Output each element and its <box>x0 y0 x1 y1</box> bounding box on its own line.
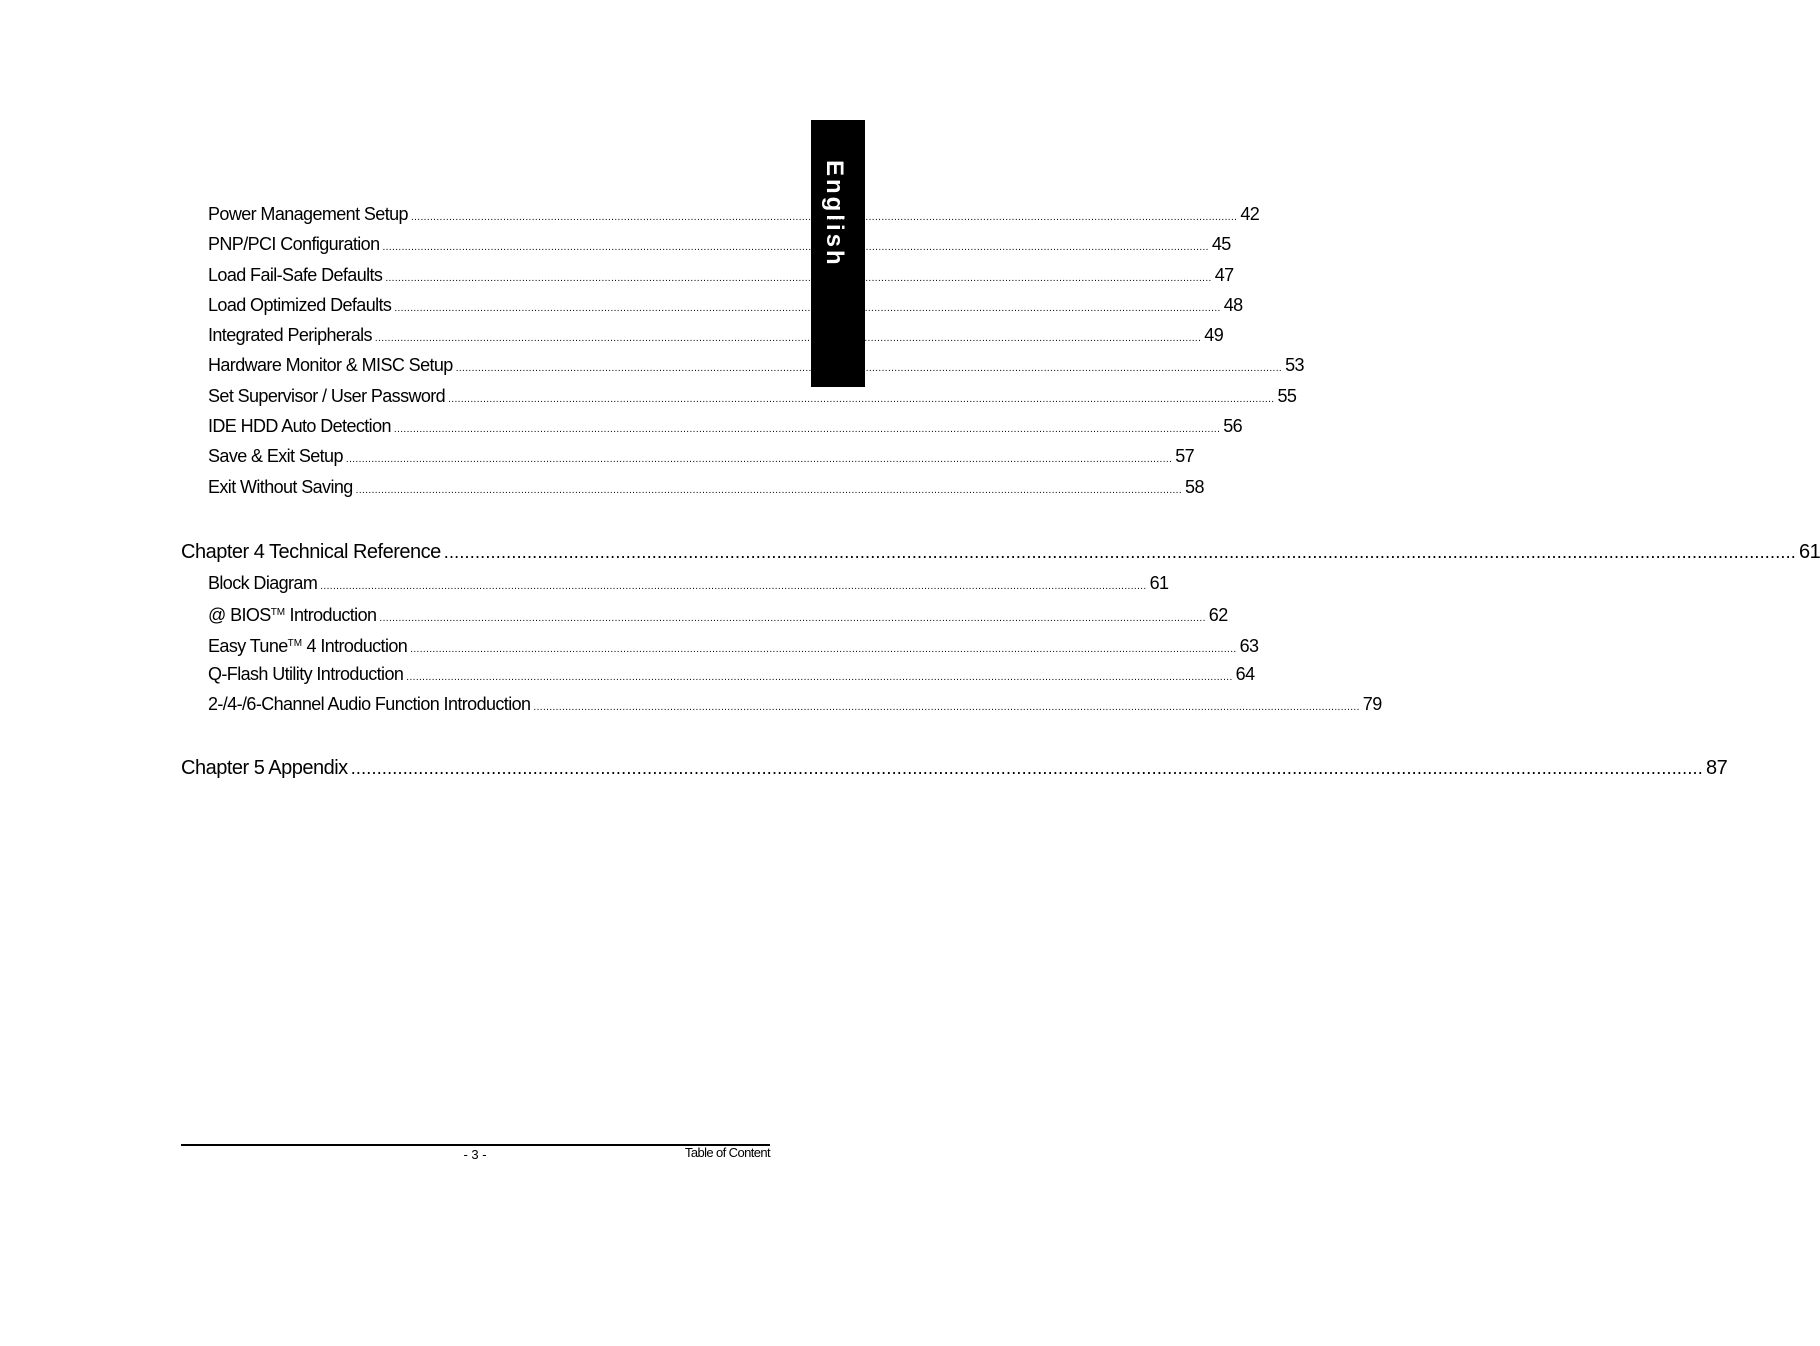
toc-entry[interactable] <box>208 411 1243 441</box>
toc-entry[interactable] <box>208 659 1255 689</box>
footer-section-title: Table of Content <box>684 1145 770 1160</box>
dot-leader: .................................................................................................................................................................................................................................................................... <box>393 424 1221 436</box>
toc-entry[interactable] <box>208 598 1228 628</box>
toc-entry-page: 62 <box>1208 605 1228 626</box>
toc-entry[interactable] <box>208 290 1243 320</box>
toc-chapter-title: Chapter 5 Appendix <box>181 757 348 780</box>
dot-leader: .................................................................................................................................................................................................................................................................... <box>455 363 1283 375</box>
toc-entry[interactable] <box>208 689 1382 719</box>
dot-leader: .................................................................................................................................................................................................................................................................... <box>355 484 1183 496</box>
dot-leader: .................................................................................................................................................................................................................................................................... <box>410 212 1238 223</box>
dot-leader: .................................................................................................................................................................................................................................................................... <box>533 702 1360 714</box>
toc-entry-title: 2-/4-/6-Channel Audio Function Introduction <box>208 694 531 715</box>
toc-entry-page: 79 <box>1362 694 1382 715</box>
toc-entry-page: 61 <box>1149 572 1169 593</box>
footer-page-number: - 3 - <box>463 1147 487 1162</box>
toc-chapter-page: 61 <box>1799 540 1820 563</box>
dot-leader: .................................................................................................................................................................................................................................................................... <box>406 671 1233 683</box>
toc-entry-page: 55 <box>1277 385 1297 406</box>
toc-entry-title: Power Management Setup <box>208 204 408 224</box>
language-tab-label: English <box>821 160 848 268</box>
dot-leader: .................................................................................................................................................................................................................................................................... <box>410 643 1237 655</box>
dot-leader: .................................................................................................................................................................................................................................................................... <box>443 541 1797 562</box>
toc-chapter-4[interactable] <box>181 536 1820 568</box>
toc-chapter-5[interactable] <box>181 752 1728 784</box>
toc-chapter-page: 87 <box>1705 757 1728 780</box>
dot-leader: .................................................................................................................................................................................................................................................................... <box>385 272 1212 284</box>
toc-entry-title: Load Fail-Safe Defaults <box>208 264 383 285</box>
toc-entry[interactable] <box>208 441 1195 471</box>
toc-entry-title <box>208 629 407 661</box>
dot-leader: .................................................................................................................................................................................................................................................................... <box>374 333 1202 345</box>
toc-entry-page: 42 <box>1240 204 1260 224</box>
toc-entry-page: 56 <box>1223 416 1243 437</box>
dot-leader: .................................................................................................................................................................................................................................................................... <box>345 454 1173 466</box>
toc-entry[interactable] <box>208 320 1224 350</box>
toc-entry-title: PNP/PCI Configuration <box>208 234 380 255</box>
toc-entry-page: 58 <box>1185 476 1204 497</box>
dot-leader: .................................................................................................................................................................................................................................................................... <box>379 613 1206 625</box>
dot-leader: .................................................................................................................................................................................................................................................................... <box>394 302 1221 314</box>
toc-entry-title: Q-Flash Utility Introduction <box>208 663 404 684</box>
footer-rule <box>181 1144 770 1146</box>
toc-entry-page: 49 <box>1204 325 1224 346</box>
toc-entry-page: 47 <box>1214 264 1234 285</box>
trademark-mark: TM <box>287 637 303 649</box>
toc-entry-page: 57 <box>1175 446 1195 467</box>
toc-entry[interactable] <box>208 381 1297 411</box>
toc-entry-page: 48 <box>1223 294 1243 315</box>
toc-entry[interactable] <box>208 260 1234 290</box>
dot-leader: .................................................................................................................................................................................................................................................................... <box>350 758 1703 779</box>
toc-entry-title: Load Optimized Defaults <box>208 294 392 315</box>
toc-entry-title: Exit Without Saving <box>208 476 353 497</box>
toc-entry-title-main: @ BIOS <box>208 605 271 626</box>
toc-entry-title: Integrated Peripherals <box>208 325 372 346</box>
toc-entry[interactable] <box>208 199 1260 229</box>
toc-entry[interactable] <box>208 472 1204 502</box>
toc-entry[interactable] <box>208 229 1231 259</box>
toc-entry-title: Set Supervisor / User Password <box>208 385 446 406</box>
toc-entry-title: Hardware Monitor & MISC Setup <box>208 355 453 376</box>
toc-entry-title-main: Easy Tune <box>208 635 288 656</box>
toc-entry-title: IDE HDD Auto Detection <box>208 416 391 437</box>
toc-entry-page: 63 <box>1239 635 1259 656</box>
toc-entry-page: 53 <box>1285 355 1304 376</box>
trademark-mark: TM <box>270 607 286 619</box>
toc-entry-title-rest: 4 Introduction <box>302 635 408 656</box>
dot-leader: .................................................................................................................................................................................................................................................................... <box>320 580 1147 592</box>
toc-entry-title-rest: Introduction <box>285 605 377 626</box>
toc-entry[interactable] <box>208 350 1304 380</box>
toc-entry[interactable] <box>208 568 1169 598</box>
dot-leader: .................................................................................................................................................................................................................................................................... <box>382 242 1209 254</box>
dot-leader: .................................................................................................................................................................................................................................................................... <box>448 393 1275 405</box>
toc-chapter-title: Chapter 4 Technical Reference <box>181 540 441 563</box>
toc-entry-page: 64 <box>1235 663 1255 684</box>
toc-entry-page: 45 <box>1211 234 1231 255</box>
toc-entry-title: Save & Exit Setup <box>208 446 343 467</box>
toc-entry-title: Block Diagram <box>208 572 318 593</box>
toc-entry-title <box>208 598 376 630</box>
